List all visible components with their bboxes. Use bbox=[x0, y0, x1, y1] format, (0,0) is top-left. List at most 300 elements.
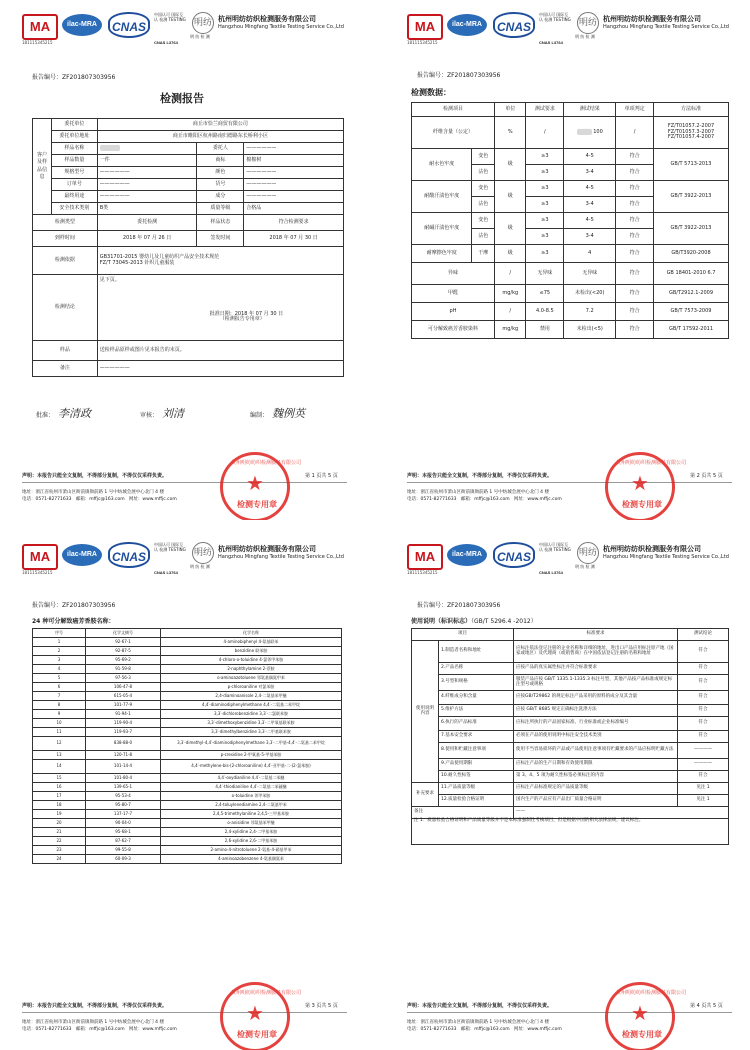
table-row bbox=[33, 665, 342, 674]
ma-code: 181115345215 bbox=[407, 40, 438, 45]
mingfang-logo-label: 明 纺 检 测 bbox=[190, 34, 210, 39]
cell: 一件 bbox=[97, 155, 197, 167]
cell: 应标注产品的生产日期和有效使用期限 bbox=[514, 759, 678, 771]
mingfang-logo-label: 明 纺 检 测 bbox=[190, 564, 210, 569]
cell: 12.质量检验合格证明 bbox=[439, 795, 514, 807]
cell: 4,4′-methylene-bis-(2-chloroaniline) 4,4′-亚甲基-二-(2-氯苯胺) bbox=[161, 760, 342, 774]
cell: % bbox=[495, 117, 526, 149]
cell: 12 bbox=[33, 737, 86, 751]
footer-contact: 地址：浙江省杭州市萧山区衙前镇衙前路 1 号中纺城会展中心北门 4 楼 电话：0571-82771633 邮箱：mffjc@163.com 网址：www.mffjc.com bbox=[407, 1020, 562, 1032]
page-title: 检测数据： bbox=[411, 88, 451, 97]
footer-contact: 地址：浙江省杭州市萧山区衙前镇衙前路 1 号中纺城会展中心北门 4 楼 电话：0571-82771633 邮箱：mffjc@163.com 网址：www.mffjc.com bbox=[22, 1020, 177, 1032]
ma-logo: MA bbox=[22, 14, 58, 40]
cell: FZ/T01057.2-2007 FZ/T01057.3-2007 FZ/T01057.4-2007 bbox=[654, 117, 729, 149]
table-row bbox=[412, 717, 729, 731]
cell: 货号 bbox=[197, 179, 244, 191]
cell: 订单号 bbox=[52, 179, 98, 191]
group-label: 使用说明内容 bbox=[412, 641, 439, 783]
cell: 8 bbox=[33, 701, 86, 710]
inspection-seal: 杭州明纺纺织检测服务有限公司 ★ 检测专用章 bbox=[220, 452, 290, 520]
footer-contact: 地址：浙江省杭州市萧山区衙前镇衙前路 1 号中纺城会展中心北门 4 楼 电话：0571-82771633 邮箱：mffjc@163.com 网址：www.mffjc.com bbox=[407, 490, 562, 502]
table-row bbox=[33, 656, 342, 665]
cell: 101-80-4 bbox=[86, 774, 161, 783]
cell: 1.制造者名称和地址 bbox=[439, 641, 514, 663]
mingfang-logo-label: 明 纺 检 测 bbox=[575, 564, 595, 569]
cell: 符合 bbox=[616, 181, 654, 197]
inspection-seal: 杭州明纺纺织检测服务有限公司 ★ 检测专用章 bbox=[605, 452, 675, 520]
cell: ≥3 bbox=[526, 229, 564, 245]
group-label: 补充要求 bbox=[412, 783, 439, 807]
cell: ≥3 bbox=[526, 149, 564, 165]
cell: 5 bbox=[33, 674, 86, 683]
cnas-logo: CNAS bbox=[108, 542, 150, 568]
cell: 1 bbox=[33, 638, 86, 647]
cnas-lab: CNAS L3764 bbox=[154, 40, 178, 45]
cell: 2,4-xylidine 2,4-二甲基苯胺 bbox=[161, 828, 342, 837]
ma-code: 181115345215 bbox=[407, 570, 438, 575]
cell: 检测结论 bbox=[33, 275, 98, 341]
cell: 符合 bbox=[678, 717, 729, 731]
ilac-mra-logo: ilac-MRA bbox=[447, 14, 487, 36]
cell: 2.产品名称 bbox=[439, 663, 514, 675]
cell: 4-5 bbox=[564, 181, 616, 197]
cell: —————— bbox=[244, 191, 344, 203]
cell: GB/T 17592-2011 bbox=[654, 321, 729, 339]
cell: 符合 bbox=[678, 771, 729, 783]
table-row bbox=[33, 760, 342, 774]
ilac-mra-logo: ilac-MRA bbox=[62, 544, 102, 566]
table-row bbox=[33, 801, 342, 810]
cell: GB/T2912.1-2009 bbox=[654, 285, 729, 303]
reviewer-signature: 审核： 刘清 bbox=[140, 407, 185, 420]
cell: 干摩 bbox=[472, 245, 495, 263]
cell: 检测依据 bbox=[33, 247, 98, 275]
cell: 甲醛 bbox=[412, 285, 495, 303]
ma-logo: MA bbox=[22, 544, 58, 570]
cell: 级 bbox=[495, 149, 526, 181]
cell: 3-4 bbox=[564, 229, 616, 245]
cell: 异味 bbox=[412, 263, 495, 285]
cell: 11 bbox=[33, 728, 86, 737]
company-name-cn: 杭州明纺纺织检测服务有限公司 bbox=[218, 15, 316, 23]
cell: o-aminoazotoluene 邻氨基偶氮甲苯 bbox=[161, 674, 342, 683]
cell: ≥3 bbox=[526, 181, 564, 197]
cell: 符合 bbox=[616, 229, 654, 245]
table-row bbox=[33, 674, 342, 683]
ma-logo: MA bbox=[407, 14, 443, 40]
cell: 符合 bbox=[616, 213, 654, 229]
cell: o-anisidine 邻氨基苯甲醚 bbox=[161, 819, 342, 828]
report-number: 报告编号：ZF201807303956 bbox=[32, 74, 116, 81]
col-header: 化学名称 bbox=[161, 629, 342, 638]
cell: 90-04-0 bbox=[86, 819, 161, 828]
table-row bbox=[33, 728, 342, 737]
cell: 6.执行的产品标准 bbox=[439, 717, 514, 731]
cell: —————— bbox=[97, 361, 343, 377]
cell: ≥3 bbox=[526, 165, 564, 181]
table-row bbox=[33, 846, 342, 855]
cell: 16 bbox=[33, 783, 86, 792]
table-row bbox=[33, 683, 342, 692]
cell: 3 bbox=[33, 656, 86, 665]
table-row bbox=[412, 663, 729, 675]
cell: 119-90-4 bbox=[86, 719, 161, 728]
cell: —————— bbox=[97, 167, 197, 179]
page-number: 第 2 页共 5 页 bbox=[690, 473, 723, 479]
cell: 615-05-4 bbox=[86, 692, 161, 701]
cell: 见注 1 bbox=[678, 795, 729, 807]
table-row bbox=[33, 647, 342, 656]
cell: 未检出(<5) bbox=[564, 321, 616, 339]
cell: GB31701-2015 婴幼儿及儿童纺织产品安全技术规范 FZ/T 73045-2013 针织儿童服装 bbox=[97, 247, 343, 275]
cell: 符合 bbox=[616, 165, 654, 181]
cell: / bbox=[616, 117, 654, 149]
report-number: 报告编号：ZF201807303956 bbox=[417, 72, 501, 79]
cell: 9 bbox=[33, 710, 86, 719]
cell: 应标注产品标准规定的产品质量等级 bbox=[514, 783, 678, 795]
table-row bbox=[412, 759, 729, 771]
footnote-row bbox=[412, 819, 729, 845]
cell: 级 bbox=[495, 245, 526, 263]
cell: 92-67-1 bbox=[86, 638, 161, 647]
cell: 101-14-4 bbox=[86, 760, 161, 774]
cell: 可分解致癌芳香胺染料 bbox=[412, 321, 495, 339]
cell: 颜色 bbox=[197, 167, 244, 179]
cell: GB/T 3922-2013 bbox=[654, 213, 729, 245]
cell: —————— bbox=[244, 167, 344, 179]
cell: 级 bbox=[495, 213, 526, 245]
cell: 检测类型 bbox=[33, 215, 98, 231]
table-row bbox=[33, 737, 342, 751]
cell: 23 bbox=[33, 846, 86, 855]
cell: 国内生产的产品应有产品出厂质量合格证明 bbox=[514, 795, 678, 807]
cell: 委托检测 bbox=[97, 215, 197, 231]
footer-divider bbox=[407, 482, 732, 483]
cell: 应按产品的真实属性标注并符合标准要求 bbox=[514, 663, 678, 675]
page-header bbox=[407, 540, 737, 580]
cell: 3,3′-dimethoxybenzidine 3,3′-二甲氧基联苯胺 bbox=[161, 719, 342, 728]
cell: 无异味 bbox=[564, 263, 616, 285]
mingfang-logo: 明纺 bbox=[192, 542, 214, 564]
cell: 3,3′-dichlorobenzidine 3,3′-二氯联苯胺 bbox=[161, 710, 342, 719]
company-name-en: Hangzhou Mingfang Textile Testing Service Co.,Ltd bbox=[218, 24, 344, 30]
cell: 7.2 bbox=[564, 303, 616, 321]
cell: 商丘市睢阳区杭州路南归德路东长桥利小区 bbox=[97, 131, 343, 143]
table-row bbox=[33, 810, 342, 819]
cell: 20 bbox=[33, 819, 86, 828]
cell: GB/T 7573-2009 bbox=[654, 303, 729, 321]
star-icon: ★ bbox=[246, 471, 264, 495]
cell: 7 bbox=[33, 692, 86, 701]
company-name-cn: 杭州明纺纺织检测服务有限公司 bbox=[603, 545, 701, 553]
cell: 95-53-4 bbox=[86, 792, 161, 801]
amine-table bbox=[32, 628, 342, 864]
table-row bbox=[33, 792, 342, 801]
cell: 禁用 bbox=[526, 321, 564, 339]
cell: 样品 bbox=[33, 341, 98, 361]
cell: 21 bbox=[33, 828, 86, 837]
cell: 符合 bbox=[678, 675, 729, 691]
cell: 最终用途 bbox=[52, 191, 98, 203]
cell: 4-5 bbox=[564, 149, 616, 165]
table-row bbox=[33, 719, 342, 728]
cell: 2-naphthylamine 2-萘胺 bbox=[161, 665, 342, 674]
page-number: 第 4 页共 5 页 bbox=[690, 1003, 723, 1009]
cell: 样品数量 bbox=[52, 155, 98, 167]
table-row bbox=[33, 828, 342, 837]
cell: 规格型号 bbox=[52, 167, 98, 179]
cell: 纤维含量（公定） bbox=[412, 117, 495, 149]
cnas-text: 中国认可 国际互认 检测 TESTING bbox=[539, 542, 571, 552]
cell: 符合 bbox=[616, 285, 654, 303]
table-row bbox=[412, 743, 729, 759]
page-title: 使用说明（标识标志）（GB/T 5296.4 -2012） bbox=[411, 618, 537, 625]
table-row bbox=[412, 691, 729, 705]
cell: 第 3、4、5 项为耐久性标签必须标注的内容 bbox=[514, 771, 678, 783]
mingfang-logo: 明纺 bbox=[192, 12, 214, 34]
cell: GB/T 5713-2013 bbox=[654, 149, 729, 181]
page-title: 24 种可分解致癌芳香胺名称： bbox=[32, 618, 115, 625]
cell: 4-aminoazobenzene 4-氨基偶氮苯 bbox=[161, 855, 342, 864]
cell: 95-68-1 bbox=[86, 828, 161, 837]
cell: 2 bbox=[33, 647, 86, 656]
col-header: 方法标准 bbox=[654, 103, 729, 117]
cell: 6 bbox=[33, 683, 86, 692]
cell: 97-56-3 bbox=[86, 674, 161, 683]
cell: 92-87-5 bbox=[86, 647, 161, 656]
cell: 符合 bbox=[678, 691, 729, 705]
cell: ≥3 bbox=[526, 245, 564, 263]
cell: / bbox=[495, 303, 526, 321]
cell: —————— bbox=[97, 191, 197, 203]
company-name-en: Hangzhou Mingfang Textile Testing Service Co.,Ltd bbox=[603, 554, 729, 560]
cell: / bbox=[495, 263, 526, 285]
cell: 4 bbox=[564, 245, 616, 263]
cell: 9.产品使用期限 bbox=[439, 759, 514, 771]
cell: GB 18401-2010 6.7 bbox=[654, 263, 729, 285]
page-header bbox=[22, 10, 352, 50]
cell: GB/T 3922-2013 bbox=[654, 181, 729, 213]
cnas-logo: CNAS bbox=[108, 12, 150, 38]
footer-divider bbox=[407, 1012, 732, 1013]
report-number: 报告编号：ZF201807303956 bbox=[32, 602, 116, 609]
cnas-lab: CNAS L3764 bbox=[539, 40, 563, 45]
cnas-logo: CNAS bbox=[493, 12, 535, 38]
side-label: 客户及样品信息 bbox=[33, 119, 52, 215]
cell: 应按GB/T29862 的规定标注产品采用的原料的成分及其含量 bbox=[514, 691, 678, 705]
cell: 2018 年 07 月 26 日 bbox=[97, 231, 197, 247]
cell: 120-71-8 bbox=[86, 751, 161, 760]
report-page-3 bbox=[0, 530, 365, 1050]
cell: 变色 bbox=[472, 149, 495, 165]
cell: 91-94-1 bbox=[86, 710, 161, 719]
table-row bbox=[33, 837, 342, 846]
cell: 送检样品原样或图片见本报告的末页。 bbox=[97, 341, 343, 361]
table-row bbox=[412, 731, 729, 743]
cell: 11.产品质量等级 bbox=[439, 783, 514, 795]
cell: 沾色 bbox=[472, 165, 495, 181]
cell: 15 bbox=[33, 774, 86, 783]
ilac-mra-logo: ilac-MRA bbox=[62, 14, 102, 36]
footer-notice: 声明：本报告只能全文复制，不得部分复制，不得仅仅采样负责。 bbox=[22, 1003, 168, 1009]
cell: 样品状态 bbox=[197, 215, 244, 231]
cell: pH bbox=[412, 303, 495, 321]
cell: 106-47-8 bbox=[86, 683, 161, 692]
cell: 95-80-7 bbox=[86, 801, 161, 810]
cell: ———— bbox=[678, 759, 729, 771]
ilac-mra-logo: ilac-MRA bbox=[447, 544, 487, 566]
report-number: 报告编号：ZF201807303956 bbox=[417, 602, 501, 609]
cell: 3.号型和规格 bbox=[439, 675, 514, 691]
cell: 24 bbox=[33, 855, 86, 864]
cell: 见注 1 bbox=[678, 783, 729, 795]
cell: 99-55-8 bbox=[86, 846, 161, 855]
cell: 18 bbox=[33, 801, 86, 810]
table-row bbox=[33, 692, 342, 701]
mingfang-logo: 明纺 bbox=[577, 12, 599, 34]
cell: 2,4-diaminoanisole 2,4-二氨基苯甲醚 bbox=[161, 692, 342, 701]
cell: —————— bbox=[244, 179, 344, 191]
cell: 符合 bbox=[616, 263, 654, 285]
cell: 4-chloro-o-toluidine 4-氯邻甲苯胺 bbox=[161, 656, 342, 665]
col-header: 测试要求 bbox=[526, 103, 564, 117]
cnas-lab: CNAS L3764 bbox=[154, 570, 178, 575]
cell: 4 bbox=[33, 665, 86, 674]
table-row bbox=[412, 795, 729, 807]
cell: 商标 bbox=[197, 155, 244, 167]
test-data-table bbox=[411, 102, 729, 339]
col-header: 单项判定 bbox=[616, 103, 654, 117]
cell: 成分 bbox=[197, 191, 244, 203]
cell: 主面料 100 bbox=[564, 117, 616, 149]
cell: 2018 年 07 月 30 日 bbox=[244, 231, 344, 247]
cell: 符合 bbox=[678, 641, 729, 663]
cell: 备注 bbox=[33, 361, 98, 377]
table-row bbox=[33, 710, 342, 719]
cell: 安全技术类别 bbox=[52, 203, 98, 215]
cell: 符合 bbox=[616, 303, 654, 321]
star-icon: ★ bbox=[631, 1001, 649, 1025]
table-row bbox=[33, 751, 342, 760]
note-row bbox=[412, 807, 729, 819]
cell: 139-65-1 bbox=[86, 783, 161, 792]
cell: 耐酸汗渍色牢度 bbox=[412, 181, 472, 213]
cell: 3,3′-dimethyl-4,4′-diaminodiphenylmethane 3,3′-二甲基-4,4′-二氨基二苯甲烷 bbox=[161, 737, 342, 751]
cell: 委托单位 bbox=[52, 119, 98, 131]
cell: 4,4′-thiodianiline 4,4′-二氨基二苯硫醚 bbox=[161, 783, 342, 792]
company-name-en: Hangzhou Mingfang Textile Testing Service Co.,Ltd bbox=[603, 24, 729, 30]
cell: 符合检测要求 bbox=[244, 215, 344, 231]
cell: 商丘市恰兰商贸有限公司 bbox=[97, 119, 343, 131]
cell: 符合 bbox=[616, 149, 654, 165]
cell: mg/kg bbox=[495, 285, 526, 303]
cell: 耐水色牢度 bbox=[412, 149, 472, 181]
cell: 合格品 bbox=[244, 203, 344, 215]
cell: 棉棉树 bbox=[244, 155, 344, 167]
cell: 变色 bbox=[472, 181, 495, 197]
table-row bbox=[33, 855, 342, 864]
cell: 级 bbox=[495, 181, 526, 213]
col-header: 单位 bbox=[495, 103, 526, 117]
cell: 耐碱汗渍色牢度 bbox=[412, 213, 472, 245]
ma-code: 181115345215 bbox=[22, 40, 53, 45]
footer-divider bbox=[22, 482, 347, 483]
report-info-table bbox=[32, 118, 344, 377]
cell: 服装产品应按 GB/T 1335.1-1335.3 标注号型，其他产品按产品标准或规定标注型号或规格 bbox=[514, 675, 678, 691]
inspection-seal: 杭州明纺纺织检测服务有限公司 ★ 检测专用章 bbox=[220, 982, 290, 1050]
conclusion-cell: 见下页。 批准日期：2018 年 07 月 30 日 （检测报告专用章） bbox=[97, 275, 343, 341]
cell: 4-5 bbox=[564, 213, 616, 229]
cell: GB/T3920-2008 bbox=[654, 245, 729, 263]
cell: 91-59-8 bbox=[86, 665, 161, 674]
ma-code: 181115345215 bbox=[22, 570, 53, 575]
cell: 签发时间 bbox=[197, 231, 244, 247]
footer-notice: 声明：本报告只能全文复制，不得部分复制，不得仅仅采样负责。 bbox=[407, 1003, 553, 1009]
cell: 沾色 bbox=[472, 229, 495, 245]
report-page-4 bbox=[385, 530, 750, 1050]
cell: —————— bbox=[244, 143, 344, 155]
cell: 委托人 bbox=[197, 143, 244, 155]
cell: 应标注依法登记注册的企业名称和详细的地址，进出口产品应用标注原产地（国家或地区）及代理商（或销售商）在中国依法登记注册的名称和地址 bbox=[514, 641, 678, 663]
col-header: 化学文摘号 bbox=[86, 629, 161, 638]
star-icon: ★ bbox=[631, 471, 649, 495]
table-row bbox=[412, 675, 729, 691]
table-row bbox=[33, 819, 342, 828]
report-page-2 bbox=[385, 0, 750, 520]
table-row bbox=[33, 638, 342, 647]
cell: 3-4 bbox=[564, 197, 616, 213]
cell: 14 bbox=[33, 760, 86, 774]
cell: 22 bbox=[33, 837, 86, 846]
cell: ———— bbox=[678, 743, 729, 759]
col-header: 项目 bbox=[412, 629, 514, 641]
cell: 无异味 bbox=[526, 263, 564, 285]
cell: 2-amino-4-nitrotoluene 2-氨基-4-硝基甲苯 bbox=[161, 846, 342, 855]
cell: 2,4-toluylenediamine 2,4-二氨基甲苯 bbox=[161, 801, 342, 810]
cell: 10.耐久性标签 bbox=[439, 771, 514, 783]
table-row bbox=[33, 701, 342, 710]
cell: 使用不当容易损坏的产品或产品使用注意事项有贮藏要求的产品应标明贮藏方法 bbox=[514, 743, 678, 759]
mingfang-logo-label: 明 纺 检 测 bbox=[575, 34, 595, 39]
cell: 委托单位地址 bbox=[52, 131, 98, 143]
cell: 符合 bbox=[616, 245, 654, 263]
page-title: 检测报告 bbox=[160, 92, 204, 105]
cell: p-cresidine 2-甲氧基-5-甲基苯胺 bbox=[161, 751, 342, 760]
cell: 87-62-7 bbox=[86, 837, 161, 846]
preparer-signature: 编制： 魏例英 bbox=[250, 407, 306, 420]
footer-notice: 声明：本报告只能全文复制，不得部分复制，不得仅仅采样负责。 bbox=[22, 473, 168, 479]
company-name-cn: 杭州明纺纺织检测服务有限公司 bbox=[218, 545, 316, 553]
page-number: 第 1 页共 5 页 bbox=[305, 473, 338, 479]
cell: 137-17-7 bbox=[86, 810, 161, 819]
cell: —— bbox=[514, 807, 729, 819]
cell: o-toluidine 邻甲苯胺 bbox=[161, 792, 342, 801]
footer-divider bbox=[22, 1012, 347, 1013]
page-header bbox=[407, 10, 737, 50]
cell: 应按 GB/T 8685 规定正确标注洗涤方法 bbox=[514, 705, 678, 717]
star-icon: ★ bbox=[246, 1001, 264, 1025]
cell: mg/kg bbox=[495, 321, 526, 339]
label-check-table bbox=[411, 628, 729, 845]
cell: 备注 bbox=[412, 807, 514, 819]
page-header bbox=[22, 540, 352, 580]
cell: 符合 bbox=[678, 705, 729, 717]
col-header: 检测项目 bbox=[412, 103, 495, 117]
col-header: 标准要求 bbox=[514, 629, 678, 641]
footer-notice: 声明：本报告只能全文复制，不得部分复制，不得仅仅采样负责。 bbox=[407, 473, 553, 479]
cell: 7.基本安全要求 bbox=[439, 731, 514, 743]
cell: 样品名称 bbox=[52, 143, 98, 155]
